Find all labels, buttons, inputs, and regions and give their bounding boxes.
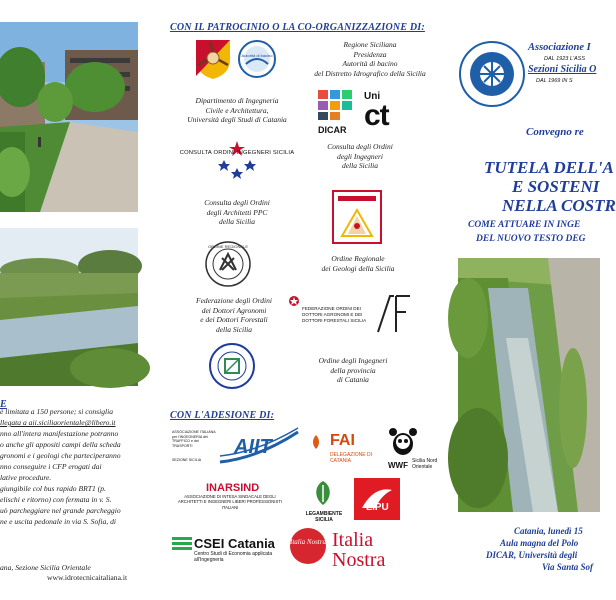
architetti-caption: Consulta degli Ordini degli Architetti PPC della Sicilia: [204, 198, 270, 226]
csei-label: CSEI Catania: [194, 536, 275, 551]
info-line: nno conseguire i CFP erogati dai: [0, 462, 102, 471]
geologi-caption: Ordine Regionale dei Geologi della Sicilia: [321, 254, 395, 273]
ingegneri-catania-caption: Ordine degli Ingegneri della provincia di Catania: [318, 356, 388, 384]
agronomi-caption: Federazione degli Ordini dei Dottori Agronomi e dei Dottori Forestali della Sicilia: [196, 296, 272, 334]
adhesion-title: CON L'ADESIONE DI:: [170, 410, 275, 421]
aiit-logo: [172, 428, 302, 468]
italia-nostra-small-logo: [290, 528, 326, 564]
event-title-line: NELLA COSTR: [502, 196, 616, 215]
legambiente-logo: [300, 480, 348, 523]
regione-caption: Regione Siciliana Presidenza Autorità di bacino del Distretto Idrografico della Sicilia: [314, 40, 426, 78]
river-photo: [0, 228, 138, 386]
italia-nostra-line2: Nostra: [332, 549, 386, 571]
event-address: Via Santa Sof: [542, 562, 594, 572]
architetti-logo: [332, 190, 382, 249]
consulta-ingegneri-caption: Consulta degli Ordini degli Ingegneri della Sicilia: [327, 142, 393, 170]
unict-ct: ct: [364, 99, 389, 132]
right-panel: [440, 0, 616, 600]
wwf-sub: Sicilia Nord Orientale: [412, 458, 438, 470]
info-line: lative procedure.: [0, 473, 52, 482]
inarsind-logo: [172, 482, 292, 510]
patronage-title: CON IL PATROCINIO O LA CO-ORGANIZZAZIONE DI:: [170, 22, 425, 33]
wwf-label: WWF: [388, 461, 408, 470]
csei-logo: [172, 536, 290, 563]
canal-photo: [458, 258, 600, 512]
website-link[interactable]: www.idrotecnicaitaliana.it: [47, 573, 128, 582]
dicar-logo: [318, 90, 354, 134]
dicar-label: DICAR: [318, 125, 347, 135]
aiit-org-text: ASSOCIAZIONE ITALIANA per l'INGEGNERIA del TRAFFICO e dei TRASPORTI: [172, 430, 216, 448]
dicar-caption: Dipartimento di Ingegneria Civile e Architettura, Università degli Studi di Catania: [187, 96, 287, 124]
aiit-sub: SEZIONE SICILIA: [172, 458, 202, 462]
lipu-logo: [354, 478, 400, 520]
regione-sicilia-logo: [194, 38, 232, 85]
info-text: [0, 406, 121, 527]
af-logo: [374, 292, 412, 341]
info-line: uò parcheggiare nel grande parcheggio: [0, 506, 121, 515]
geologi-logo: [204, 240, 252, 293]
aiit-mark: AIIT: [234, 436, 272, 458]
convegno-label: Convegno re: [526, 126, 584, 138]
association-since2: DAL 1969 IN S: [536, 78, 573, 84]
inarsind-sub: ASSOCIAZIONE DI INTESA SINDACALE DEGLI ARCHITETTI E INGEGNERI LIBERI PROFESSIONISTI ITALIANI: [177, 494, 282, 510]
event-title-line: TUTELA DELL'A: [484, 158, 614, 177]
left-panel: [0, 0, 160, 600]
event-date: Catania, lunedì 15: [514, 526, 583, 536]
association-since: DAL 1923 L'ASS: [544, 56, 586, 62]
wwf-logo: [388, 428, 438, 470]
info-title-fragment: E: [0, 399, 7, 410]
inarsind-label: INARSIND: [206, 482, 260, 494]
fed-agronomi-logo: [288, 294, 368, 324]
association-seal: [458, 40, 526, 113]
event-subtitle-line: COME ATTUARE IN INGE: [468, 220, 581, 230]
italia-nostra-line1: Italia: [332, 529, 374, 551]
event-department: DICAR, Università degli: [486, 550, 578, 560]
association-section: Sezioni Sicilia O: [528, 64, 597, 75]
fai-sub: DELEGAZIONE DI CATANIA: [330, 452, 372, 464]
lipu-label: LIPU: [366, 502, 389, 513]
association-name: Associazione I: [528, 42, 591, 53]
info-line[interactable]: llegata a aii.siciliaorientale@libero.it: [0, 418, 116, 427]
info-line: nno all'intera manifestazione potranno: [0, 429, 119, 438]
event-subtitle-line: DEL NUOVO TESTO DEG: [476, 234, 586, 244]
info-line: gronomi e i geologi che parteciperanno: [0, 451, 121, 460]
footer-org: ana, Sezione Sicilia Orientale: [0, 563, 91, 572]
info-line: giungibile col bus rapido BRT1 (p.: [0, 484, 106, 493]
middle-panel: [160, 0, 440, 600]
campus-photo: [0, 22, 138, 212]
fai-logo: [308, 432, 382, 466]
info-line: elischi e ritorno) con fermata in v. S.: [0, 495, 112, 504]
fed-agronomi-text: FEDERAZIONE ORDINI DEI DOTTORI AGRONOMI E DEI DOTTORI FORESTALI SICILIA: [302, 306, 367, 323]
autorita-logo-text: Autorità di bacino: [241, 53, 273, 58]
event-title-line: E SOSTENI: [512, 177, 600, 196]
legambiente-label: LEGAMBIENTE SICILIA: [305, 511, 343, 523]
csei-sub: Centro Studi di Economia applicata all'Ingegneria: [194, 551, 273, 563]
info-line: o anche gli appositi campi della scheda: [0, 440, 121, 449]
autorita-bacino-logo: [238, 40, 276, 83]
unict-uni: Uni: [364, 91, 381, 102]
fai-label: FAI: [330, 432, 355, 449]
consulta-ing-label: CONSULTA ORDINI INGEGNERI SICILIA: [179, 150, 295, 156]
svg-text:ORDINE REGIONALE: ORDINE REGIONALE: [207, 244, 249, 249]
italia-nostra-small-label: Italia Nostra: [290, 538, 326, 546]
italia-nostra-logo: [332, 530, 385, 570]
unict-logo: [364, 92, 389, 130]
consulta-ingegneri-logo: [172, 138, 302, 185]
info-line: è limitata a 150 persone; si consiglia: [0, 407, 114, 416]
info-line: ne e uscita pedonale in via S. Sofia, di: [0, 517, 116, 526]
ingegneri-catania-logo: [208, 342, 256, 395]
event-venue: Aula magna del Polo: [500, 538, 579, 548]
